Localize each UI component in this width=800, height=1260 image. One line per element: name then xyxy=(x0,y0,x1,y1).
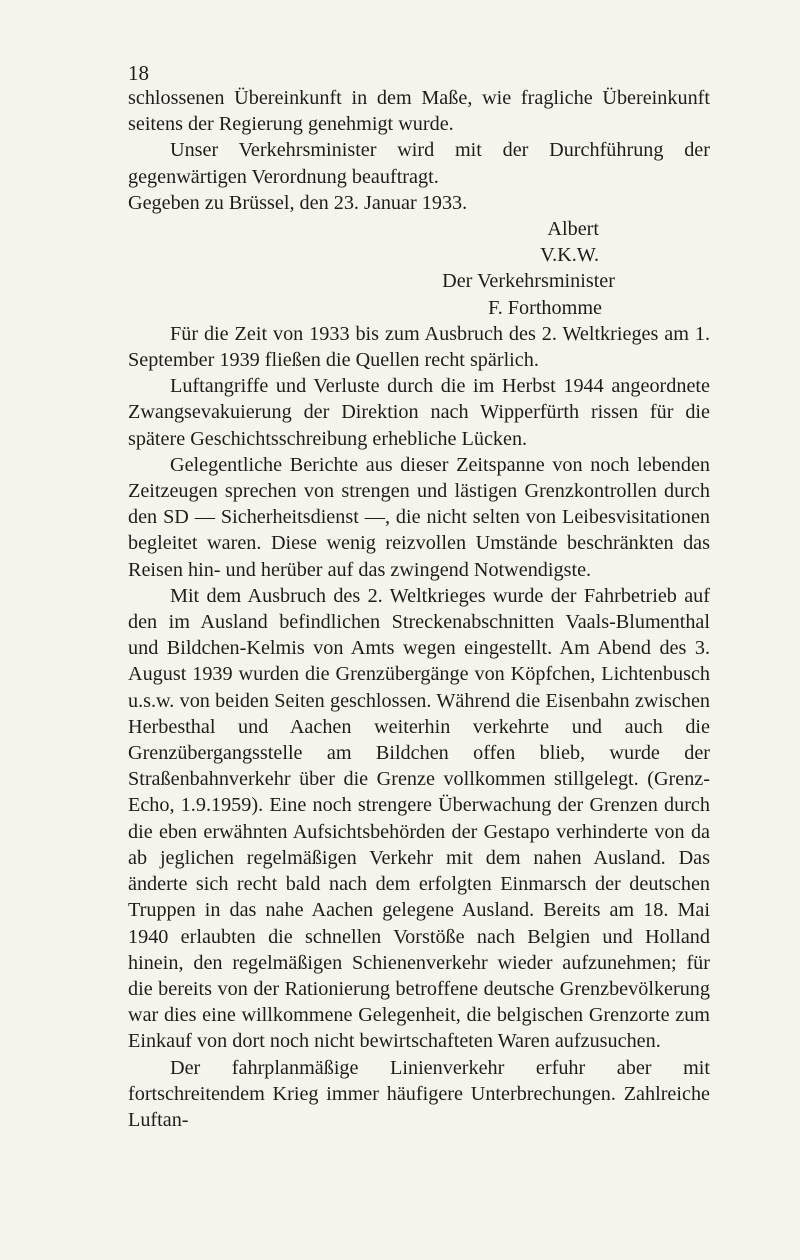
signature-block xyxy=(128,216,710,321)
paragraph: Unser Verkehrsminister wird mit der Durchführung der gegenwärtigen Verordnung beauftragt. xyxy=(128,139,710,188)
paragraph: Gelegentliche Berichte aus dieser Zeitspanne von noch lebenden Zeitzeugen sprechen von strengen und lästigen Grenzkontrollen durch den SD — Sicherheitsdienst —, die nicht selten von Leibesvisitationen begleitet waren. Diese wenig reizvollen Umstände beschränkten das Reisen hin- und herüber auf das zwingend Notwendigste. xyxy=(128,453,710,581)
paragraph: Mit dem Ausbruch des 2. Weltkrieges wurde der Fahrbetrieb auf den im Ausland befindlichen Streckenabschnitten Vaals-Blumenthal und Bildchen-Kelmis von Amts wegen eingestellt. Am Abend des 3. August 1939 wurden die Grenzübergänge von Köpfchen, Lichtenbusch u.s.w. von beiden Seiten geschlossen. Während die Eisenbahn zwischen Herbesthal und Aachen weiterhin verkehrte und auch die Grenzübergangsstelle am Bildchen offen blieb, wurde der Straßenbahnverkehr über die Grenze vollkommen stillgelegt. (Grenz-Echo, 1.9.1959). Eine noch strengere Überwachung der Grenzen durch die eben erwähnten Aufsichtsbehörden der Gestapo verhinderte von da ab jeglichen regelmäßigen Verkehr mit dem nahen Ausland. Das änderte sich recht bald nach dem erfolgten Einmarsch der deutschen Truppen in das nahe Aachen gelegene Ausland. Bereits am 18. Mai 1940 erlaubten die schnellen Vorstöße nach Belgien und Holland hinein, den regelmäßigen Schienenverkehr wieder aufzunehmen; für die bereits von der Rationierung betroffene deutsche Grenzbevölkerung war dies eine willkommene Gelegenheit, die belgischen Grenzorte zum Einkauf von dort noch nicht bewirtschafteten Waren aufzusuchen. xyxy=(128,584,710,1053)
body-text xyxy=(128,85,710,1133)
signature-name: Albert xyxy=(547,218,599,241)
page-number: 18 xyxy=(128,61,149,85)
paragraph: schlossenen Übereinkunft in dem Maße, wie fragliche Übereinkunft seitens der Regierung genehmigt wurde. xyxy=(128,87,710,136)
signature-minister: F. Forthomme xyxy=(488,296,602,319)
signature-title: Der Verkehrsminister xyxy=(442,270,615,293)
paragraph: Gegeben zu Brüssel, den 23. Januar 1933. xyxy=(128,191,468,214)
paragraph: Luftangriffe und Verluste durch die im Herbst 1944 angeordnete Zwangsevakuierung der Direktion nach Wipperfürth rissen für die spätere Geschichtsschreibung erhebliche Lücken. xyxy=(128,375,710,450)
paragraph: Für die Zeit von 1933 bis zum Ausbruch des 2. Weltkrieges am 1. September 1939 fließen die Quellen recht spärlich. xyxy=(128,322,710,372)
paragraph: Der fahrplanmäßige Linienverkehr erfuhr aber mit fortschreitendem Krieg immer häufigere Unterbrechungen. Zahlreiche Luftan- xyxy=(128,1056,710,1131)
signature-vkw: V.K.W. xyxy=(540,244,599,267)
